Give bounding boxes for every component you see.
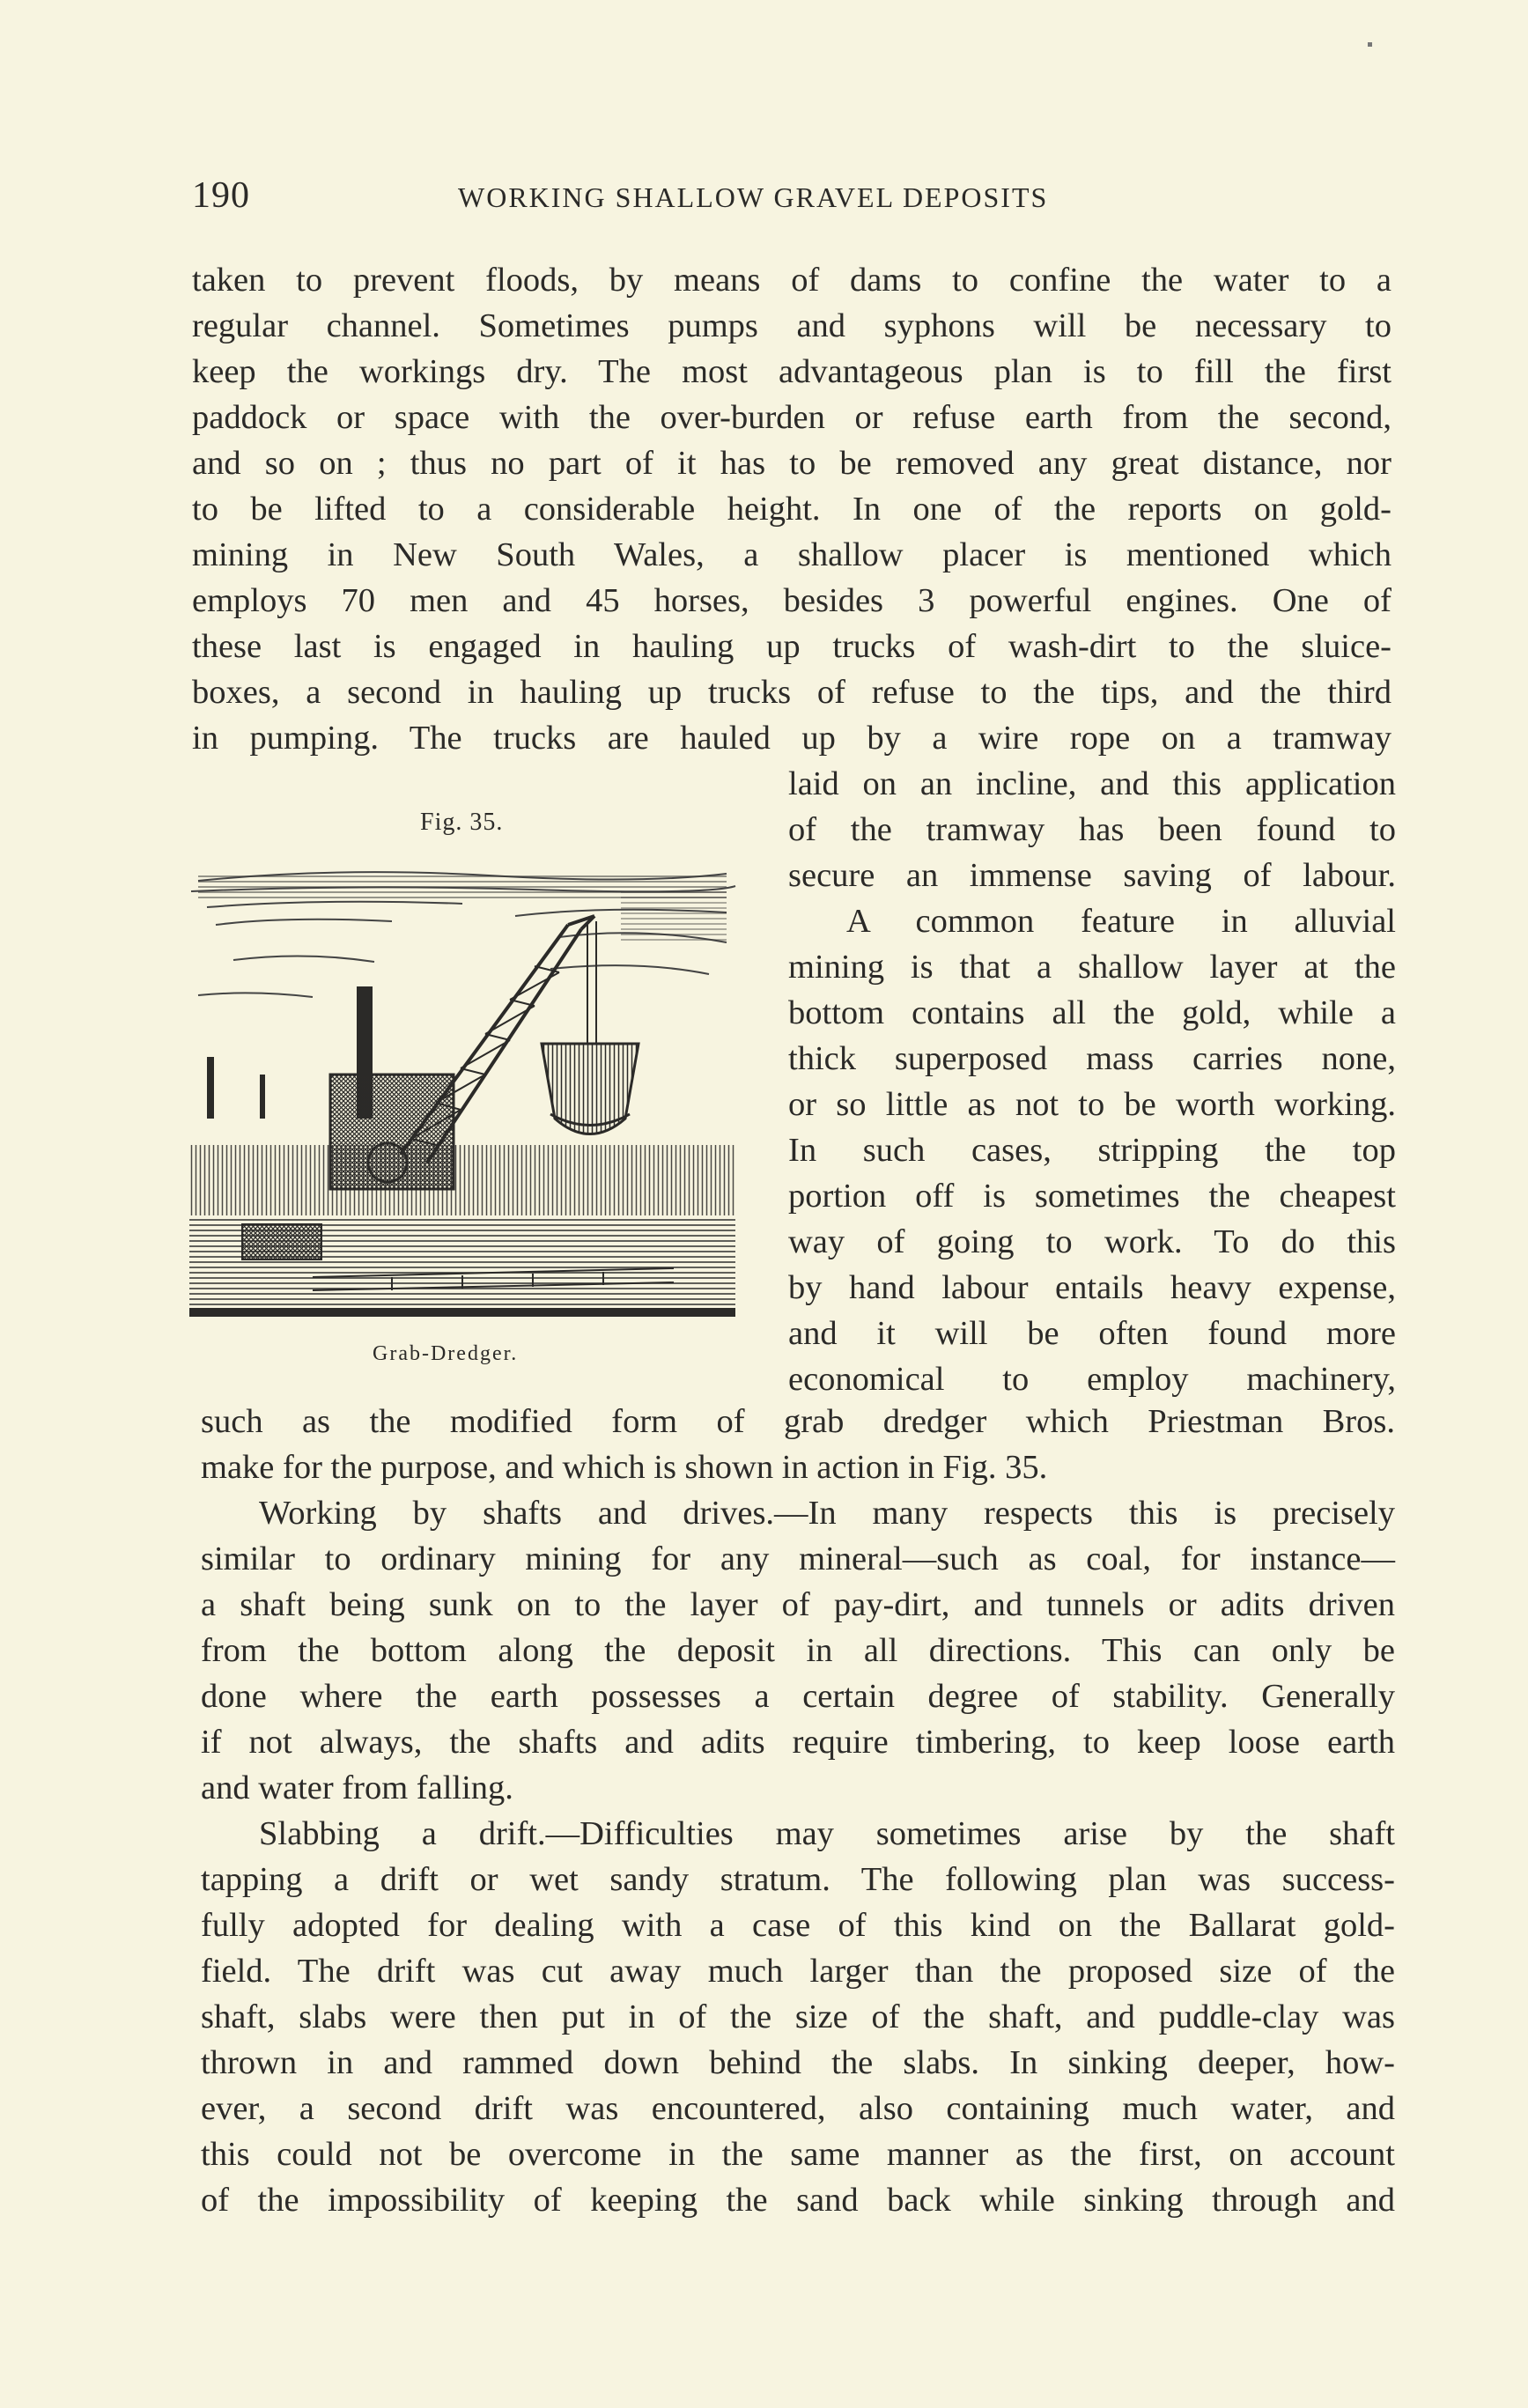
running-head: WORKING SHALLOW GRAVEL DEPOSITS [458,181,1049,213]
print-speck [1368,42,1372,47]
text-line: of the tramway has been found to [788,811,1396,848]
text-line: of the impossibility of keeping the sand back while sinking through and [201,2182,1395,2219]
text-line: make for the purpose, and which is shown in action in Fig. 35. [201,1449,1048,1486]
text-line: regular channel. Sometimes pumps and syphons will be necessary to [192,307,1391,344]
page-header [192,174,1399,227]
text-line: mining is that a shallow layer at the [788,949,1396,986]
text-line: fully adopted for dealing with a case of this kind on the Ballarat gold- [201,1907,1395,1944]
text-line: keep the workings dry. The most advantageous plan is to fill the first [192,353,1391,390]
text-line: thick superposed mass carries none, [788,1040,1396,1077]
page-number: 190 [192,175,250,216]
section-heading-line: Slabbing a drift.—Difficulties may sometimes arise by the shaft [259,1815,1395,1852]
text-line: boxes, a second in hauling up trucks of refuse to the tips, and the third [192,674,1391,711]
grab-dredger-illustration [181,863,744,1321]
text-block-top [192,257,1391,761]
text-line: economical to employ machinery, [788,1361,1396,1398]
text-line: shaft, slabs were then put in of the size of the shaft, and puddle-clay was [201,1998,1395,2035]
text-line: portion off is sometimes the cheapest [788,1178,1396,1215]
text-line: field. The drift was cut away much larger than the proposed size of the [201,1953,1395,1990]
text-line: way of going to work. To do this [788,1223,1396,1260]
text-line: from the bottom along the deposit in all directions. This can only be [201,1632,1395,1669]
text-line: or so little as not to be worth working. [788,1086,1396,1123]
figure-caption: Fig. 35. [420,809,504,836]
text-line: to be lifted to a considerable height. In one of the reports on gold- [192,491,1391,528]
text-line: ever, a second drift was encountered, also containing much water, and [201,2090,1395,2127]
text-line: secure an immense saving of labour. [788,857,1396,894]
text-line: thrown in and rammed down behind the slabs. In sinking deeper, how- [201,2044,1395,2081]
text-line: such as the modified form of grab dredger which Priestman Bros. [201,1403,1395,1440]
text-line: in pumping. The trucks are hauled up by a wire rope on a tramway [192,720,1391,757]
text-line: and water from falling. [201,1769,513,1806]
text-line: paddock or space with the over-burden or refuse earth from the second, [192,399,1391,436]
text-line: A common feature in alluvial [846,903,1396,940]
text-line: employs 70 men and 45 horses, besides 3 powerful engines. One of [192,582,1391,619]
text-line: In such cases, stripping the top [788,1132,1396,1169]
text-line: these last is engaged in hauling up trucks of wash-dirt to the sluice- [192,628,1391,665]
text-block-bottom [201,1399,1395,2223]
text-line: a shaft being sunk on to the layer of pay-dirt, and tunnels or adits driven [201,1586,1395,1623]
figure-title: Grab-Dredger. [373,1342,519,1365]
text-line: tapping a drift or wet sandy stratum. The following plan was success- [201,1861,1395,1898]
text-block-side [788,761,1396,1402]
text-line: and so on ; thus no part of it has to be removed any great distance, nor [192,445,1391,482]
text-line: mining in New South Wales, a shallow placer is mentioned which [192,536,1391,573]
section-heading-line: Working by shafts and drives.—In many respects this is precisely [259,1495,1395,1532]
text-line: taken to prevent floods, by means of dams to confine the water to a [192,262,1391,299]
text-line: similar to ordinary mining for any mineral—such as coal, for instance— [201,1540,1395,1577]
text-line: done where the earth possesses a certain degree of stability. Generally [201,1678,1395,1715]
text-line: if not always, the shafts and adits require timbering, to keep loose earth [201,1724,1395,1761]
text-line: this could not be overcome in the same manner as the first, on account [201,2136,1395,2173]
text-line: by hand labour entails heavy expense, [788,1269,1396,1306]
text-line: and it will be often found more [788,1315,1396,1352]
text-line: bottom contains all the gold, while a [788,994,1396,1031]
text-line: laid on an incline, and this application [788,765,1396,802]
